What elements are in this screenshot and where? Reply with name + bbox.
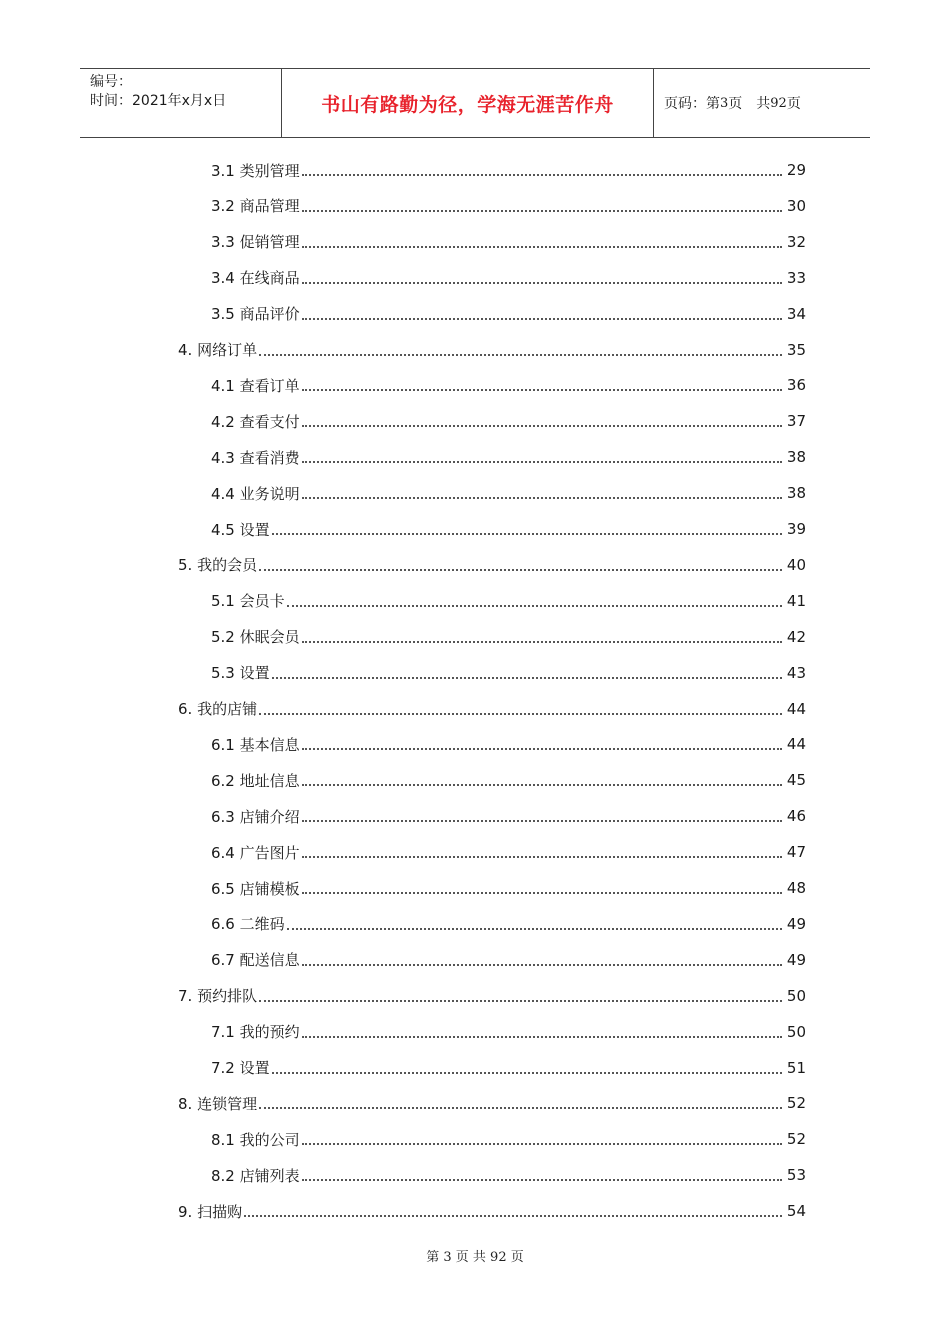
header-page-info	[654, 69, 870, 137]
toc-entry[interactable]	[211, 1157, 806, 1193]
toc-entry-page: 32	[786, 232, 806, 251]
toc-entry-label: 8.2 店铺列表	[211, 1166, 300, 1185]
toc-entry-label: 6.1 基本信息	[211, 735, 300, 754]
toc-entry-label: 3.4 在线商品	[211, 269, 300, 288]
toc-entry[interactable]	[211, 296, 806, 332]
toc-entry[interactable]	[211, 870, 806, 906]
toc-entry-page: 36	[786, 376, 806, 395]
toc-entry[interactable]	[211, 439, 806, 475]
toc-entry-label: 5.1 会员卡	[211, 592, 285, 611]
toc-dot-leader	[302, 389, 782, 391]
toc-entry-page: 52	[786, 1130, 806, 1149]
toc-entry-label: 7.1 我的预约	[211, 1023, 300, 1042]
toc-entry-label: 6.5 店铺模板	[211, 879, 300, 898]
page-mid: 页 共	[728, 96, 771, 112]
toc-entry[interactable]	[211, 1050, 806, 1086]
toc-entry-label: 6. 我的店铺	[178, 700, 258, 718]
toc-entry-label: 6.7 配送信息	[211, 951, 300, 970]
toc-entry-page: 43	[786, 663, 806, 682]
page-header	[80, 68, 870, 138]
toc-entry-page: 49	[786, 950, 806, 969]
toc-entry-page: 33	[786, 268, 806, 287]
toc-dot-leader	[302, 461, 782, 463]
toc-entry[interactable]	[211, 942, 806, 978]
toc-entry-page: 49	[786, 914, 806, 933]
toc-dot-leader	[302, 820, 782, 822]
toc-dot-leader	[302, 641, 782, 643]
header-motto: 书山有路勤为径，学海无涯苦作舟	[321, 93, 614, 116]
toc-entry-page: 53	[786, 1166, 806, 1185]
toc-entry-page: 38	[786, 484, 806, 503]
toc-entry-page: 42	[786, 627, 806, 646]
toc-entry[interactable]	[211, 475, 806, 511]
toc-dot-leader	[302, 964, 782, 966]
header-motto-cell	[282, 69, 654, 137]
toc-entry-label: 3.3 促销管理	[211, 233, 300, 252]
toc-entry[interactable]	[178, 691, 806, 727]
toc-entry-label: 3.2 商品管理	[211, 197, 300, 216]
toc-entry-page: 41	[786, 591, 806, 610]
toc-entry[interactable]	[211, 224, 806, 260]
header-meta	[80, 69, 282, 137]
toc-dot-leader	[259, 354, 782, 356]
toc-dot-leader	[259, 569, 782, 571]
page-suffix: 页	[786, 96, 801, 112]
toc-entry[interactable]	[211, 906, 806, 942]
toc-entry-label: 6.2 地址信息	[211, 771, 300, 790]
toc-entry[interactable]	[178, 978, 806, 1014]
toc-dot-leader	[302, 784, 782, 786]
toc-entry-label: 6.6 二维码	[211, 915, 285, 934]
toc-dot-leader	[259, 1000, 782, 1002]
toc-dot-leader	[302, 210, 782, 212]
toc-entry-page: 50	[786, 986, 806, 1005]
toc-entry-label: 9. 扫描购	[178, 1202, 243, 1221]
toc-entry-page: 45	[786, 771, 806, 790]
toc-entry[interactable]	[178, 1193, 806, 1229]
toc-entry[interactable]	[211, 152, 806, 188]
toc-entry-label: 7.2 设置	[211, 1059, 270, 1077]
page-total: 92	[770, 95, 787, 111]
toc-entry-label: 6.3 店铺介绍	[211, 807, 300, 826]
toc-entry-label: 4.4 业务说明	[211, 484, 300, 503]
toc-entry-page: 35	[786, 340, 806, 359]
toc-dot-leader	[302, 318, 782, 320]
toc-entry-page: 48	[786, 879, 806, 897]
toc-entry-page: 52	[786, 1094, 806, 1113]
toc-entry-label: 4.1 查看订单	[211, 376, 300, 395]
toc-entry-label: 6.4 广告图片	[211, 843, 300, 862]
toc-entry[interactable]	[211, 367, 806, 403]
toc-dot-leader	[259, 713, 782, 715]
toc-entry[interactable]	[211, 260, 806, 296]
toc-entry-label: 4.5 设置	[211, 520, 270, 539]
toc-entry-page: 47	[786, 843, 806, 862]
toc-entry-label: 8.1 我的公司	[211, 1130, 300, 1149]
toc-entry-page: 38	[786, 448, 806, 467]
document-time-label: 时间：2021年x月x日	[90, 93, 227, 109]
toc-entry-label: 4. 网络订单	[178, 341, 258, 359]
toc-dot-leader	[287, 928, 782, 930]
toc-entry[interactable]	[178, 547, 806, 583]
toc-entry[interactable]	[211, 188, 806, 224]
toc-entry-label: 3.1 类别管理	[211, 161, 300, 180]
toc-dot-leader	[244, 1215, 782, 1217]
page-prefix: 页码：第	[664, 96, 720, 112]
toc-dot-leader	[302, 748, 782, 750]
toc-dot-leader	[302, 246, 782, 248]
toc-dot-leader	[272, 677, 782, 679]
toc-entry-page: 46	[786, 807, 806, 826]
toc-entry-label: 5. 我的会员	[178, 556, 258, 575]
toc-entry-label: 5.2 休眠会员	[211, 628, 300, 647]
page-current: 3	[720, 95, 729, 111]
toc-entry[interactable]	[211, 619, 806, 655]
toc-entry[interactable]	[211, 403, 806, 439]
toc-entry[interactable]	[178, 1085, 806, 1121]
toc-dot-leader	[259, 1107, 782, 1109]
toc-dot-leader	[302, 174, 782, 176]
toc-entry-page: 34	[786, 304, 806, 323]
toc-dot-leader	[302, 856, 782, 858]
toc-entry-page: 30	[786, 196, 806, 215]
toc-dot-leader	[302, 1179, 782, 1181]
toc-entry-page: 40	[786, 555, 806, 574]
toc-entry[interactable]	[211, 798, 806, 834]
toc-dot-leader	[272, 533, 782, 535]
toc-entry[interactable]	[178, 332, 806, 368]
toc-entry-page: 29	[786, 161, 806, 179]
toc-entry-label: 4.2 查看支付	[211, 412, 300, 431]
toc-entry[interactable]	[211, 655, 806, 691]
toc-entry-page: 44	[786, 735, 806, 754]
toc-entry[interactable]	[211, 1121, 806, 1157]
toc-entry-page: 39	[786, 520, 806, 538]
toc-entry-page: 44	[786, 699, 806, 718]
toc-dot-leader	[302, 892, 782, 894]
toc-dot-leader	[287, 605, 782, 607]
toc-entry-label: 4.3 查看消费	[211, 448, 300, 467]
toc-entry-page: 54	[786, 1202, 806, 1221]
toc-dot-leader	[302, 425, 782, 427]
toc-dot-leader	[302, 282, 782, 284]
toc-entry[interactable]	[211, 762, 806, 798]
toc-entry-page: 51	[786, 1058, 806, 1077]
toc-entry[interactable]	[211, 583, 806, 619]
toc-entry-page: 37	[786, 412, 806, 431]
toc-dot-leader	[272, 1072, 782, 1074]
document-number-label: 编号：	[90, 74, 132, 90]
toc-entry[interactable]	[211, 726, 806, 762]
toc-entry-label: 7. 预约排队	[178, 987, 258, 1006]
toc-dot-leader	[302, 497, 782, 499]
toc-entry[interactable]	[211, 834, 806, 870]
toc-entry-page: 50	[786, 1022, 806, 1041]
toc-entry-label: 5.3 设置	[211, 664, 270, 683]
toc-entry-label: 3.5 商品评价	[211, 305, 300, 324]
page-footer: 第 3 页 共 92 页	[426, 1250, 524, 1265]
toc-dot-leader	[302, 1036, 782, 1038]
toc-entry[interactable]	[211, 511, 806, 547]
toc-dot-leader	[302, 1143, 782, 1145]
toc-entry-label: 8. 连锁管理	[178, 1094, 258, 1113]
toc-entry[interactable]	[211, 1014, 806, 1050]
